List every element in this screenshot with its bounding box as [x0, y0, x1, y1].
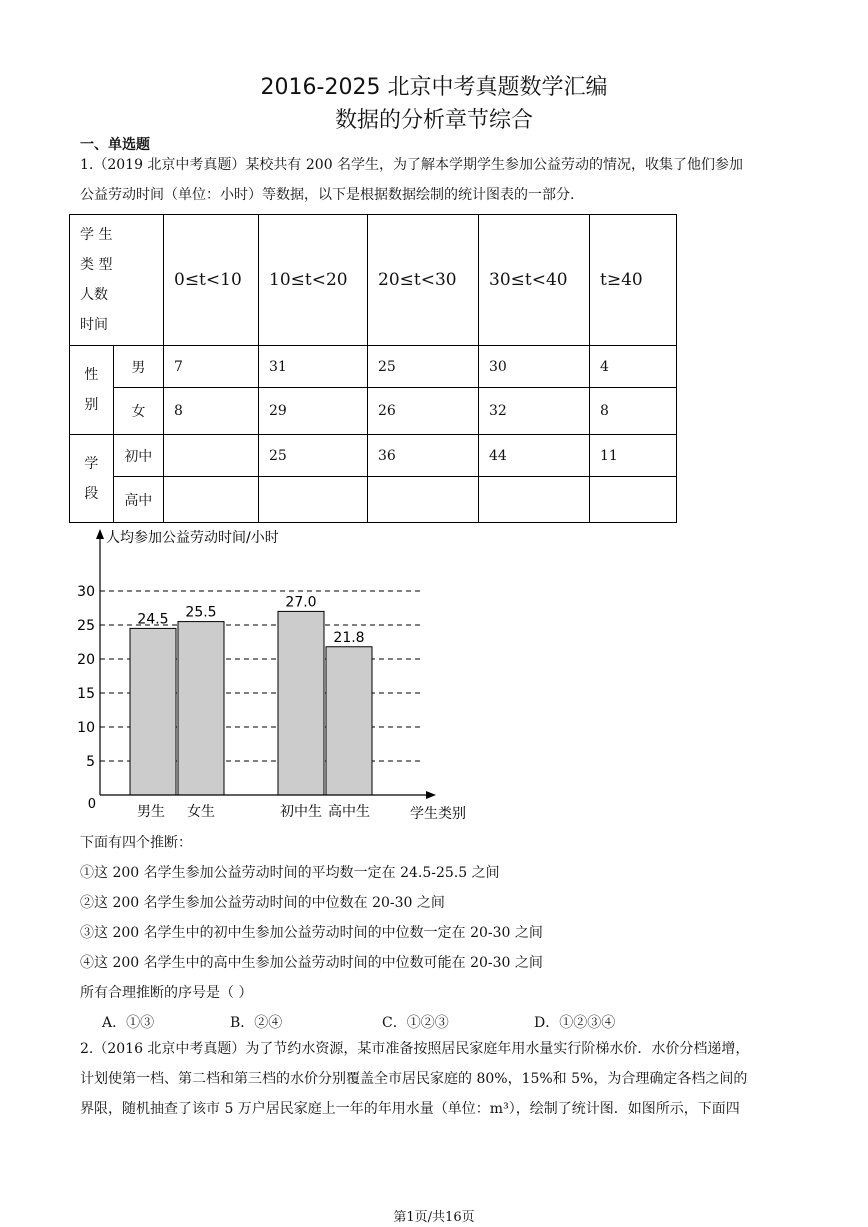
corner-label: 学 生 [80, 227, 113, 243]
column-header: 20≤t<30 [368, 215, 479, 346]
y-tick-label: 15 [77, 686, 95, 702]
table-cell: 30 [479, 346, 590, 388]
table-cell [479, 477, 590, 523]
inferences-intro: 下面有四个推断： [80, 835, 192, 851]
origin-label: 0 [87, 797, 96, 812]
question-2-line-3: 界限，随机抽查了该市 5 万户居民家庭上一年的年用水量（单位：m³），绘制了统计图．如图所示，下面四 [80, 1101, 740, 1117]
table-cell: 7 [164, 346, 259, 388]
inference-item: ④这 200 名学生中的高中生参加公益劳动时间的中位数可能在 20-30 之间 [80, 955, 543, 971]
table-cell: 25 [368, 346, 479, 388]
x-axis-arrow [426, 791, 436, 799]
row-group-stage [70, 435, 114, 523]
question-1-line-2: 公益劳动时间（单位：小时）等数据，以下是根据数据绘制的统计图表的一部分. [80, 187, 575, 203]
row-label: 初中 [113, 435, 163, 477]
bar-value-label: 21.8 [333, 629, 365, 646]
group-label-char: 性 [84, 367, 99, 383]
y-axis-label: 人均参加公益劳动时间/小时 [106, 530, 279, 546]
row-label: 高中 [113, 477, 163, 523]
table-cell: 8 [164, 388, 259, 435]
bar [326, 647, 372, 795]
question-prompt: 所有合理推断的序号是（ ） [80, 985, 253, 1001]
x-tick-label: 初中生 [280, 804, 322, 820]
table-cell: 25 [259, 435, 368, 477]
table-cell [590, 477, 677, 523]
statistics-table [69, 214, 677, 523]
bar [278, 611, 324, 795]
document-subtitle: 数据的分析章节综合 [334, 108, 533, 133]
question-1-text [80, 150, 792, 210]
column-header: 30≤t<40 [479, 215, 590, 346]
y-tick-label: 25 [77, 618, 95, 634]
bar-value-label: 24.5 [137, 611, 169, 628]
bar [130, 628, 176, 795]
row-group-gender [70, 346, 114, 435]
column-header: t≥40 [590, 215, 677, 346]
question-1-line-1: 1.（2019 北京中考真题）某校共有 200 名学生，为了解本学期学生参加公益劳动的情况，收集了他们参加 [80, 157, 744, 173]
column-header: 10≤t<20 [259, 215, 368, 346]
table-cell: 44 [479, 435, 590, 477]
table-cell: 26 [368, 388, 479, 435]
row-label: 女 [113, 388, 163, 435]
table-cell: 8 [590, 388, 677, 435]
corner-label: 时间 [80, 317, 108, 333]
table-corner-header [70, 215, 164, 346]
y-tick-label: 20 [77, 652, 95, 668]
inference-item: ①这 200 名学生参加公益劳动时间的平均数一定在 24.5-25.5 之间 [80, 865, 500, 881]
bar [178, 622, 224, 795]
table-cell: 32 [479, 388, 590, 435]
group-label-char: 学 [84, 455, 99, 472]
inference-item: ③这 200 名学生中的初中生参加公益劳动时间的中位数一定在 20-30 之间 [80, 925, 543, 941]
option-d[interactable]: D．①②③④ [534, 1015, 616, 1031]
option-c[interactable]: C．①②③ [382, 1015, 449, 1031]
x-tick-label: 男生 [137, 804, 165, 820]
row-label: 男 [113, 346, 163, 388]
table-cell [368, 477, 479, 523]
y-tick-label: 30 [77, 584, 95, 600]
y-tick-label: 10 [77, 720, 95, 736]
question-2-text [80, 1034, 792, 1124]
table-cell: 4 [590, 346, 677, 388]
bar-value-label: 25.5 [185, 604, 217, 621]
y-tick-label: 5 [86, 754, 95, 770]
table-cell [164, 435, 259, 477]
question-2-line-1: 2.（2016 北京中考真题）为了节约水资源，某市准备按照居民家庭年用水量实行阶梯水价．水价分档递增， [80, 1041, 750, 1057]
table-cell: 29 [259, 388, 368, 435]
inference-item: ②这 200 名学生参加公益劳动时间的中位数在 20-30 之间 [80, 895, 445, 911]
column-header: 0≤t<10 [164, 215, 259, 346]
table-cell: 31 [259, 346, 368, 388]
table-cell [164, 477, 259, 523]
page-footer: 第1页/共16页 [393, 1210, 475, 1225]
x-tick-label: 女生 [187, 804, 215, 820]
x-axis-label: 学生类别 [410, 806, 466, 822]
table-cell: 36 [368, 435, 479, 477]
document-title: 2016-2025 北京中考真题数学汇编 [260, 75, 608, 100]
group-label-char: 段 [84, 485, 99, 502]
group-label-char: 别 [84, 397, 99, 413]
bar-chart [70, 525, 490, 830]
table-cell: 11 [590, 435, 677, 477]
option-b[interactable]: B．②④ [230, 1015, 283, 1031]
y-axis-arrow [96, 529, 104, 539]
x-tick-label: 高中生 [328, 804, 370, 820]
corner-label: 人数 [80, 287, 108, 303]
section-heading: 一、单选题 [80, 137, 150, 153]
corner-label: 类 型 [80, 257, 113, 273]
bar-value-label: 27.0 [285, 594, 317, 611]
table-cell [259, 477, 368, 523]
option-a[interactable]: A．①③ [102, 1015, 155, 1031]
question-2-line-2: 计划使第一档、第二档和第三档的水价分别覆盖全市居民家庭的 80%，15%和 5%，为合理确定各档之间的 [80, 1071, 748, 1087]
